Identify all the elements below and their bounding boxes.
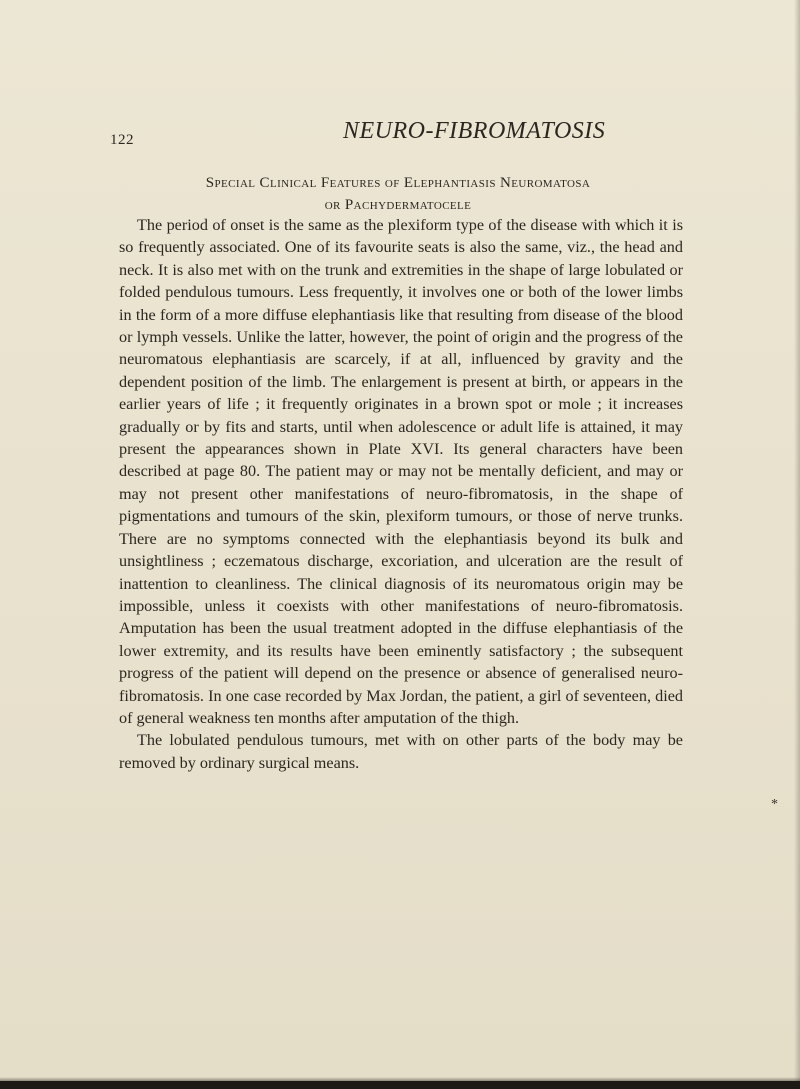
margin-mark: * <box>771 797 778 812</box>
section-heading <box>108 172 688 216</box>
page-right-edge-shadow <box>794 0 800 1089</box>
paragraph-1: The period of onset is the same as the plexiform type of the disease with which it is so frequently associated. One of its favourite seats is also the same, viz., the head and neck. It is also met with on the trunk and extremities in the shape of large lobulated or folded pendulous tumours. Less frequently, it involves one or both of the lower limbs in the form of a more diffuse elephantiasis like that resulting from disease of the blood or lymph vessels. Unlike the latter, however, the point of origin and the progress of the neuromatous elephantiasis are scarcely, if at all, influenced by gravity and the dependent position of the limb. The enlargement is present at birth, or appears in the earlier years of life ; it frequently originates in a brown spot or mole ; it increases gradually or by fits and starts, until when adolescence or adult life is attained, it may present the appearances shown in Plate XVI. Its general characters have been described at page 80. The patient may or may not be mentally deficient, and may or may not present other manifestations of neuro-fibromatosis, in the shape of pigmentations and tumours of the skin, plexiform tumours, or those of nerve trunks. There are no symptoms connected with the elephantiasis beyond its bulk and unsightliness ; eczematous discharge, excoriation, and ulceration are the result of inattention to cleanliness. The clinical diagnosis of its neuromatous origin may be impossible, unless it coexists with other manifestations of neuro-fibromatosis. Amputation has been the usual treatment adopted in the diffuse elephantiasis of the lower extremity, and its results have been eminently satisfactory ; the subsequent progress of the patient will depend on the presence or absence of generalised neuro-fibromatosis. In one case recorded by Max Jordan, the patient, a girl of seventeen, died of general weakness ten months after amputation of the thigh. <box>119 216 683 727</box>
page-number: 122 <box>110 132 134 148</box>
page-bottom-edge <box>0 1081 800 1089</box>
section-heading-line-2: or Pachydermatocele <box>324 197 472 213</box>
paragraph-2: The lobulated pendulous tumours, met with on other parts of the body may be removed by ordinary surgical means. <box>119 731 683 772</box>
section-heading-line-1: Special Clinical Features of Elephantiasis Neuromatosa <box>205 175 591 191</box>
running-head <box>110 112 710 152</box>
running-title: NEURO-FIBROMATOSIS <box>343 118 606 144</box>
body-text <box>119 214 683 774</box>
